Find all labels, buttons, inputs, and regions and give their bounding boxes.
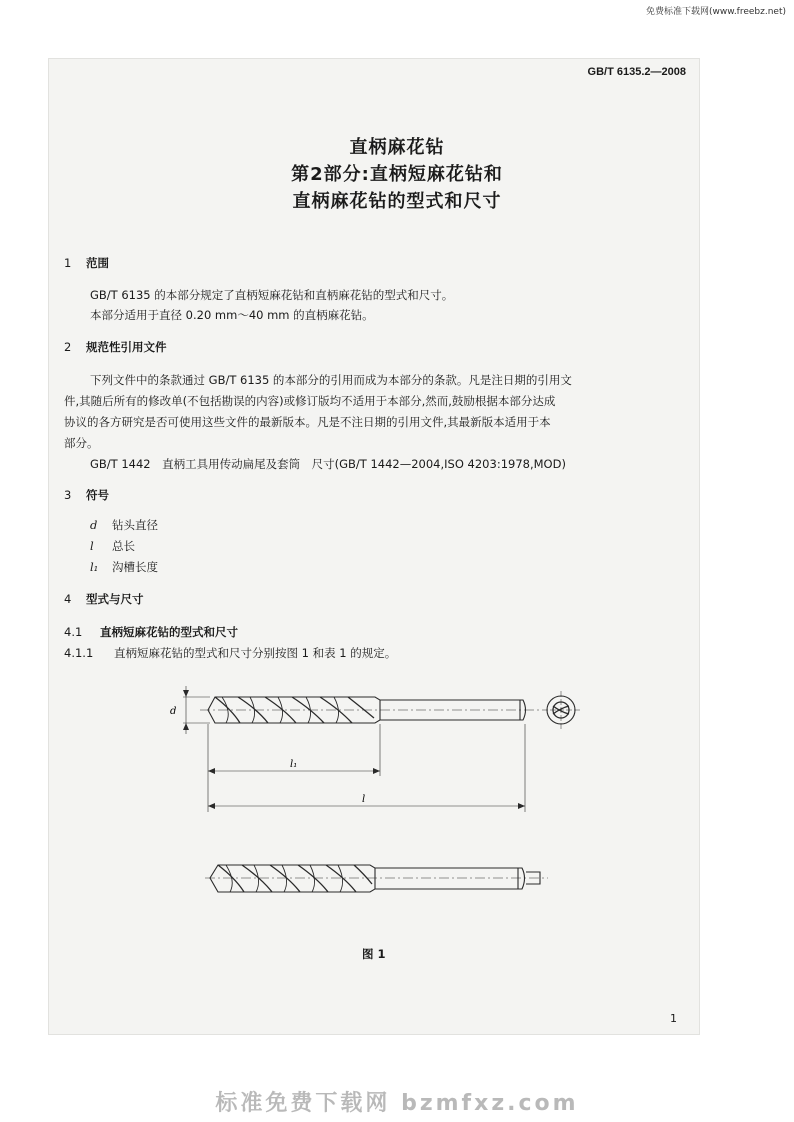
symbol-item: l 总长 [90,539,135,553]
arrow [373,768,380,774]
section-2-reference: GB/T 1442 直柄工具用传动扁尾及套筒 尺寸(GB/T 1442—2004,ISO 4203:1978,MOD) [90,457,566,471]
figure-caption: 图 1 [362,947,386,961]
subsection-4-1-heading: 4.1 直柄短麻花钻的型式和尺寸 [64,625,238,639]
section-2-line-3: 协议的各方研究是否可使用这些文件的最新版本。凡是不注日期的引用文件,其最新版本适用于本 [64,415,551,429]
arrow [518,803,525,809]
symbol-item: l₁ 沟槽长度 [90,560,158,574]
section-2-heading: 2 规范性引用文件 [64,340,167,354]
section-3-heading: 3 符号 [64,488,109,502]
symbol-item: d 钻头直径 [90,518,158,532]
footer-watermark: 标准免费下载网 bzmfxz.com [215,1091,579,1116]
section-4-heading: 4 型式与尺寸 [64,592,144,606]
doc-title-line2: 第2部分:直柄短麻花钻和 [291,164,503,185]
page-number: 1 [670,1012,677,1025]
section-1-heading: 1 范围 [64,256,109,270]
arrow [183,723,189,730]
arrow [183,690,189,697]
standard-number: GB/T 6135.2—2008 [587,66,686,78]
drill-end-view [542,691,580,729]
arrow [208,768,215,774]
doc-title-line1: 直柄麻花钻 [349,137,445,158]
drill-tang-variant [205,865,548,892]
site-note: 免费标准下载网(www.freebz.net) [646,7,786,17]
section-2-line-2: 件,其随后所有的修改单(不包括勘误的内容)或修订版均不适用于本部分,然而,鼓励根据本部分达成 [64,394,556,408]
section-2-line-1: 下列文件中的条款通过 GB/T 6135 的本部分的引用而成为本部分的条款。凡是注日期的引用文 [90,373,572,387]
clause-4-1-1: 4.1.1 直柄短麻花钻的型式和尺寸分别按图 1 和表 1 的规定。 [64,646,397,660]
doc-title-line3: 直柄麻花钻的型式和尺寸 [292,191,502,212]
section-1-para-1: GB/T 6135 的本部分规定了直柄短麻花钻和直柄麻花钻的型式和尺寸。 [90,288,454,302]
dim-d-label: d [170,706,177,717]
dim-l-label: l [362,794,366,805]
arrow [208,803,215,809]
section-1-para-2: 本部分适用于直径 0.20 mm～40 mm 的直柄麻花钻。 [90,308,374,322]
section-2-line-4: 部分。 [64,436,99,450]
dim-l1-label: l₁ [290,759,298,770]
